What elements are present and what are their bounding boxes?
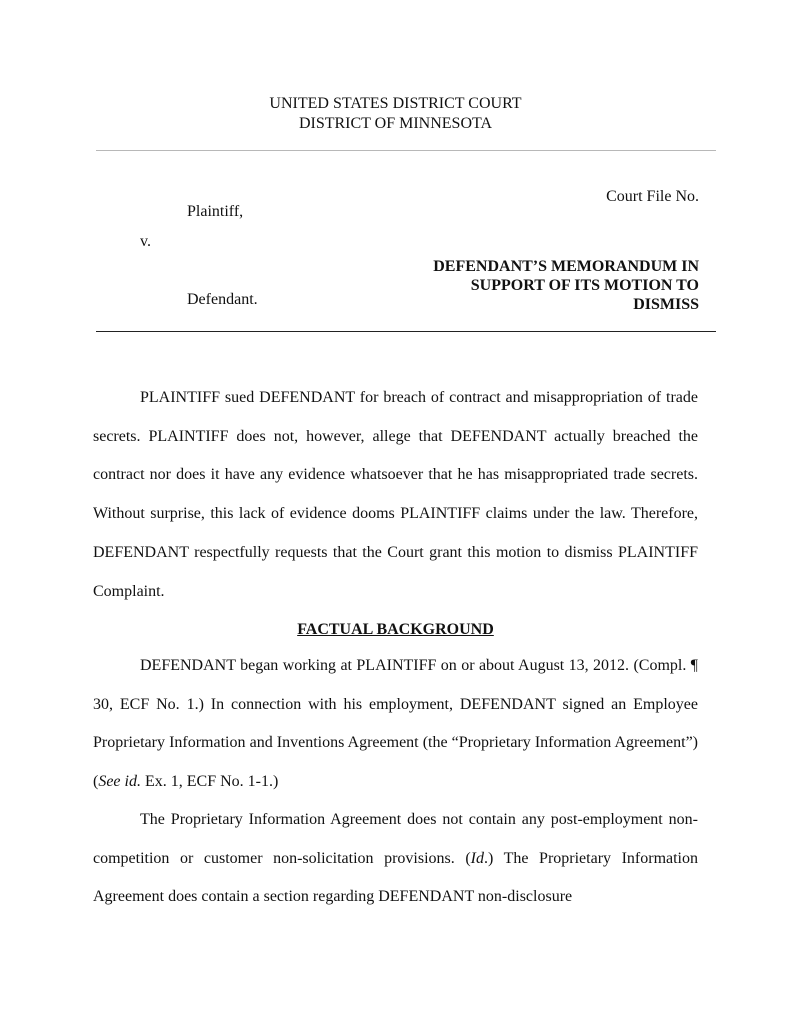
court-district: DISTRICT OF MINNESOTA	[298, 115, 493, 132]
factual-paragraph-2	[93, 801, 698, 917]
paragraph-text: .) The Proprietary Information Agreement does contain a section regarding DEFENDANT non-disclosure	[93, 849, 699, 906]
header-divider	[96, 150, 716, 151]
court-header	[0, 94, 791, 134]
document-title-line: DISMISS	[633, 296, 699, 313]
citation-id: Id	[470, 849, 484, 867]
court-name: UNITED STATES DISTRICT COURT	[269, 95, 522, 112]
intro-paragraph	[93, 379, 698, 611]
document-title	[369, 257, 699, 314]
court-file-number: Court File No.	[606, 188, 699, 205]
document-title-line: DEFENDANT’S MEMORANDUM IN	[433, 258, 699, 275]
citation-see-id: See id.	[98, 773, 141, 791]
paragraph-text: The Proprietary Information Agreement does not contain any post-employment non-competition or customer non-solicitation provisions. (	[93, 811, 698, 867]
factual-paragraph-1	[93, 647, 698, 802]
section-heading: FACTUAL BACKGROUND	[297, 621, 494, 638]
plaintiff-label: Plaintiff,	[187, 203, 244, 220]
paragraph-text: Ex. 1, ECF No. 1-1.)	[140, 773, 279, 791]
defendant-label: Defendant.	[187, 291, 258, 308]
versus-label: v.	[140, 233, 151, 250]
paragraph-text: DEFENDANT began working at PLAINTIFF on or about August 13, 2012. (Compl. ¶ 30, ECF No. 1.) In connection with his employment, DEFENDANT signed an Employee Proprietary Information and Inventions Agreement (the “Proprietary Information Agreement”) (	[93, 657, 698, 791]
document-title-line: SUPPORT OF ITS MOTION TO	[470, 277, 699, 294]
factual-paragraph-2-text	[93, 801, 698, 917]
caption-divider	[96, 331, 716, 332]
factual-paragraph-1-text	[93, 647, 698, 802]
intro-text: PLAINTIFF sued DEFENDANT for breach of contract and misappropriation of trade secrets. PLAINTIFF does not, however, allege that DEFENDANT actually breached the contract nor does it have any evidence whatsoever that he has misappropriated trade secrets. Without surprise, this lack of evidence dooms PLAINTIFF claims under the law. Therefore, DEFENDANT respectfully requests that the Court grant this motion to dismiss PLAINTIFF Complaint.	[93, 389, 698, 600]
